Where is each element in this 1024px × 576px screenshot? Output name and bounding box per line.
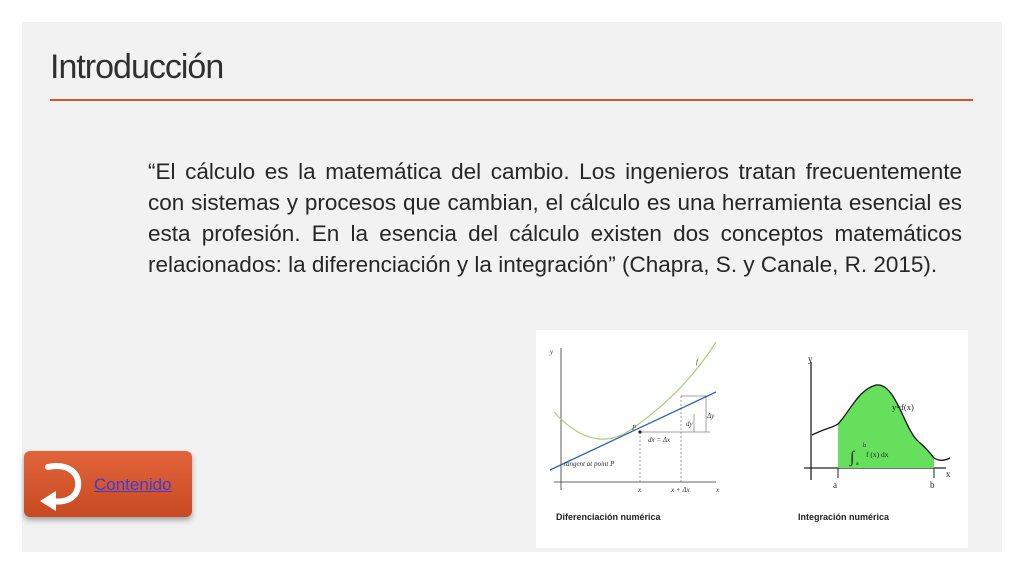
- diff-y-label: y: [550, 348, 554, 356]
- int-a-label: a: [833, 480, 837, 490]
- diff-x-dx-tick: x + Δx: [671, 486, 690, 494]
- integration-diagram: [804, 354, 951, 490]
- int-y-label: y: [808, 354, 813, 364]
- page-title: Introducción: [50, 48, 224, 86]
- integration-caption: Integración numérica: [798, 512, 890, 522]
- contenido-button[interactable]: [24, 451, 192, 517]
- return-arrow-icon: [34, 459, 86, 511]
- int-integrand: f (x) dx: [866, 450, 889, 459]
- differentiation-diagram: [549, 342, 720, 494]
- diff-x-axis-label: x: [716, 486, 720, 494]
- diff-p-label: P: [632, 424, 637, 432]
- integral-sign: ∫: [850, 449, 855, 466]
- title-divider: [50, 99, 973, 101]
- contenido-link[interactable]: Contenido: [94, 475, 172, 494]
- int-upper-limit: b: [863, 443, 866, 449]
- int-b-label: b: [930, 480, 935, 490]
- diff-f-label: f: [696, 358, 698, 366]
- diff-dy-label: dy: [686, 420, 693, 428]
- quote-text: “El cálculo es la matemática del cambio. Los ingenieros tratan frecuentemente con sistemas y procesos que cambian, el cálculo es una herramienta esencial es esta profesión. En la esencia del cálculo existen dos conceptos matemáticos relacionados: la diferenciación y la integración” (Chapra, S. y Canale, R. 2015).: [148, 159, 962, 277]
- diff-x-tick: x: [638, 486, 642, 494]
- calculus-figure: [536, 330, 968, 548]
- differentiation-caption: Diferenciación numérica: [556, 512, 661, 522]
- diff-dx-label: dx = Δx: [648, 436, 671, 444]
- int-x-axis-label: x: [946, 469, 951, 479]
- diff-delta-y-label: Δy: [707, 412, 715, 420]
- diff-tangent-label: tangent at point P: [564, 460, 615, 468]
- int-fx-label: y=f(x): [892, 402, 914, 412]
- int-lower-limit: a: [856, 461, 859, 467]
